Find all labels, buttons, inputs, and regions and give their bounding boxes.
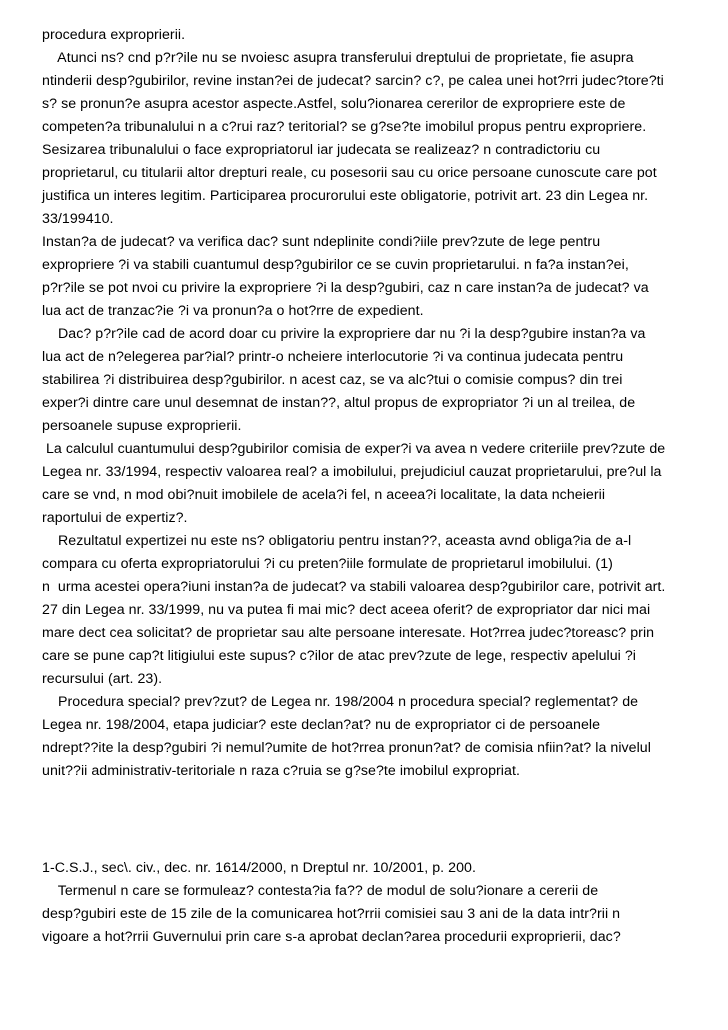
text-line: n urma acestei opera?iuni instan?a de judecat? va stabili valoarea desp?gubirilor care, potrivit art. [42, 579, 666, 595]
text-line: stabilirea ?i distribuirea desp?gubirilor. n acest caz, se va alc?tui o comisie compus? din trei [42, 372, 623, 388]
text-line: ntinderii desp?gubirilor, revine instan?ei de judecat? sarcin? c?, pe calea unei hot?rri judec?tore?ti [42, 73, 664, 89]
text-line: care se vnd, n mod obi?nuit imobilele de acela?i fel, n aceea?i localitate, la data ncheierii [42, 487, 606, 503]
text-line: s? se pronun?e asupra acestor aspecte.Astfel, solu?ionarea cererilor de expropriere este de [42, 96, 626, 112]
text-line: recursului (art. 23). [42, 671, 163, 687]
footnote-line: 1-C.S.J., sec\. civ., dec. nr. 1614/2000, n Dreptul nr. 10/2001, p. 200. [42, 860, 476, 876]
text-line: proprietarul, cu titularii altor drepturi reale, cu posesorii sau cu orice persoane cunoscute care pot [42, 165, 657, 181]
text-line: procedura exproprierii. [42, 27, 186, 43]
text-line: mare dect cea solicitat? de proprietar sau alte persoane interesate. Hot?rrea judec?toreasc? prin [42, 625, 655, 641]
text-line: 33/199410. [42, 211, 114, 227]
text-line: Procedura special? prev?zut? de Legea nr. 198/2004 n procedura special? reglementat? de [42, 694, 639, 710]
text-line: Legea nr. 33/1994, respectiv valoarea real? a imobilului, prejudiciul cauzat proprietarului, pre?ul la [42, 464, 662, 480]
text-line: compara cu oferta expropriatorului ?i cu preten?iile formulate de proprietarul imobilului. (1) [42, 556, 613, 572]
text-line: p?r?ile se pot nvoi cu privire la expropriere ?i la desp?gubiri, caz n care instan?a de judecat? va [42, 280, 649, 296]
text-line: exper?i dintre care unul desemnat de instan??, altul propus de expropriator ?i un al treilea, de [42, 395, 636, 411]
text-line: La calculul cuantumului desp?gubirilor comisia de exper?i va avea n vedere criteriile prev?zute de [42, 441, 666, 457]
text-line: vigoare a hot?rrii Guvernului prin care s-a aprobat declan?area procedurii exproprierii, dac? [42, 929, 621, 945]
text-line: unit??ii administrativ-teritoriale n raza c?ruia se g?se?te imobilul expropriat. [42, 763, 520, 779]
text-line: justifica un interes legitim. Participarea procurorului este obligatorie, potrivit art. 23 din Legea nr. [42, 188, 649, 204]
text-line: competen?a tribunalului n a c?rui raz? teritorial? se g?se?te imobilul propus pentru expropriere. [42, 119, 647, 135]
text-line: Rezultatul expertizei nu este ns? obligatoriu pentru instan??, aceasta avnd obliga?ia de a-l [42, 533, 632, 549]
text-line: Atunci ns? cnd p?r?ile nu se nvoiesc asupra transferului dreptului de proprietate, fie asupra [42, 50, 634, 66]
text-line: care se pune cap?t litigiului este supus? c?ilor de atac prev?zute de lege, respectiv apelului ?i [42, 648, 636, 664]
text-line: lua act de tranzac?ie ?i va pronun?a o hot?rre de expedient. [42, 303, 424, 319]
text-line: lua act de n?elegerea par?ial? printr-o ncheiere interlocutorie ?i va continua judecata pentru [42, 349, 624, 365]
text-line: 27 din Legea nr. 33/1999, nu va putea fi mai mic? dect aceea oferit? de expropriator dar nici mai [42, 602, 651, 618]
text-line: Legea nr. 198/2004, etapa judiciar? este declan?at? nu de expropriator ci de persoanele [42, 717, 601, 733]
text-line: Instan?a de judecat? va verifica dac? sunt ndeplinite condi?iile prev?zute de lege pentru [42, 234, 601, 250]
text-line: Termenul n care se formuleaz? contesta?ia fa?? de modul de solu?ionare a cererii de [42, 883, 599, 899]
footnote-block [42, 857, 621, 949]
text-line: expropriere ?i va stabili cuantumul desp?gubirilor ce se cuvin proprietarului. n fa?a instan?ei, [42, 257, 629, 273]
text-line: Dac? p?r?ile cad de acord doar cu privire la expropriere dar nu ?i la desp?gubire instan?a va [42, 326, 646, 342]
text-line: persoanele supuse exproprierii. [42, 418, 242, 434]
text-line: desp?gubiri este de 15 zile de la comunicarea hot?rrii comisiei sau 3 ani de la data intr?rii n [42, 906, 621, 922]
text-line: ndrept??ite la desp?gubiri ?i nemul?umite de hot?rrea pronun?at? de comisia nfiin?at? la nivelul [42, 740, 651, 756]
text-line: raportului de expertiz?. [42, 510, 188, 526]
text-line: Sesizarea tribunalului o face expropriatorul iar judecata se realizeaz? n contradictoriu cu [42, 142, 601, 158]
main-text-block [42, 24, 665, 783]
